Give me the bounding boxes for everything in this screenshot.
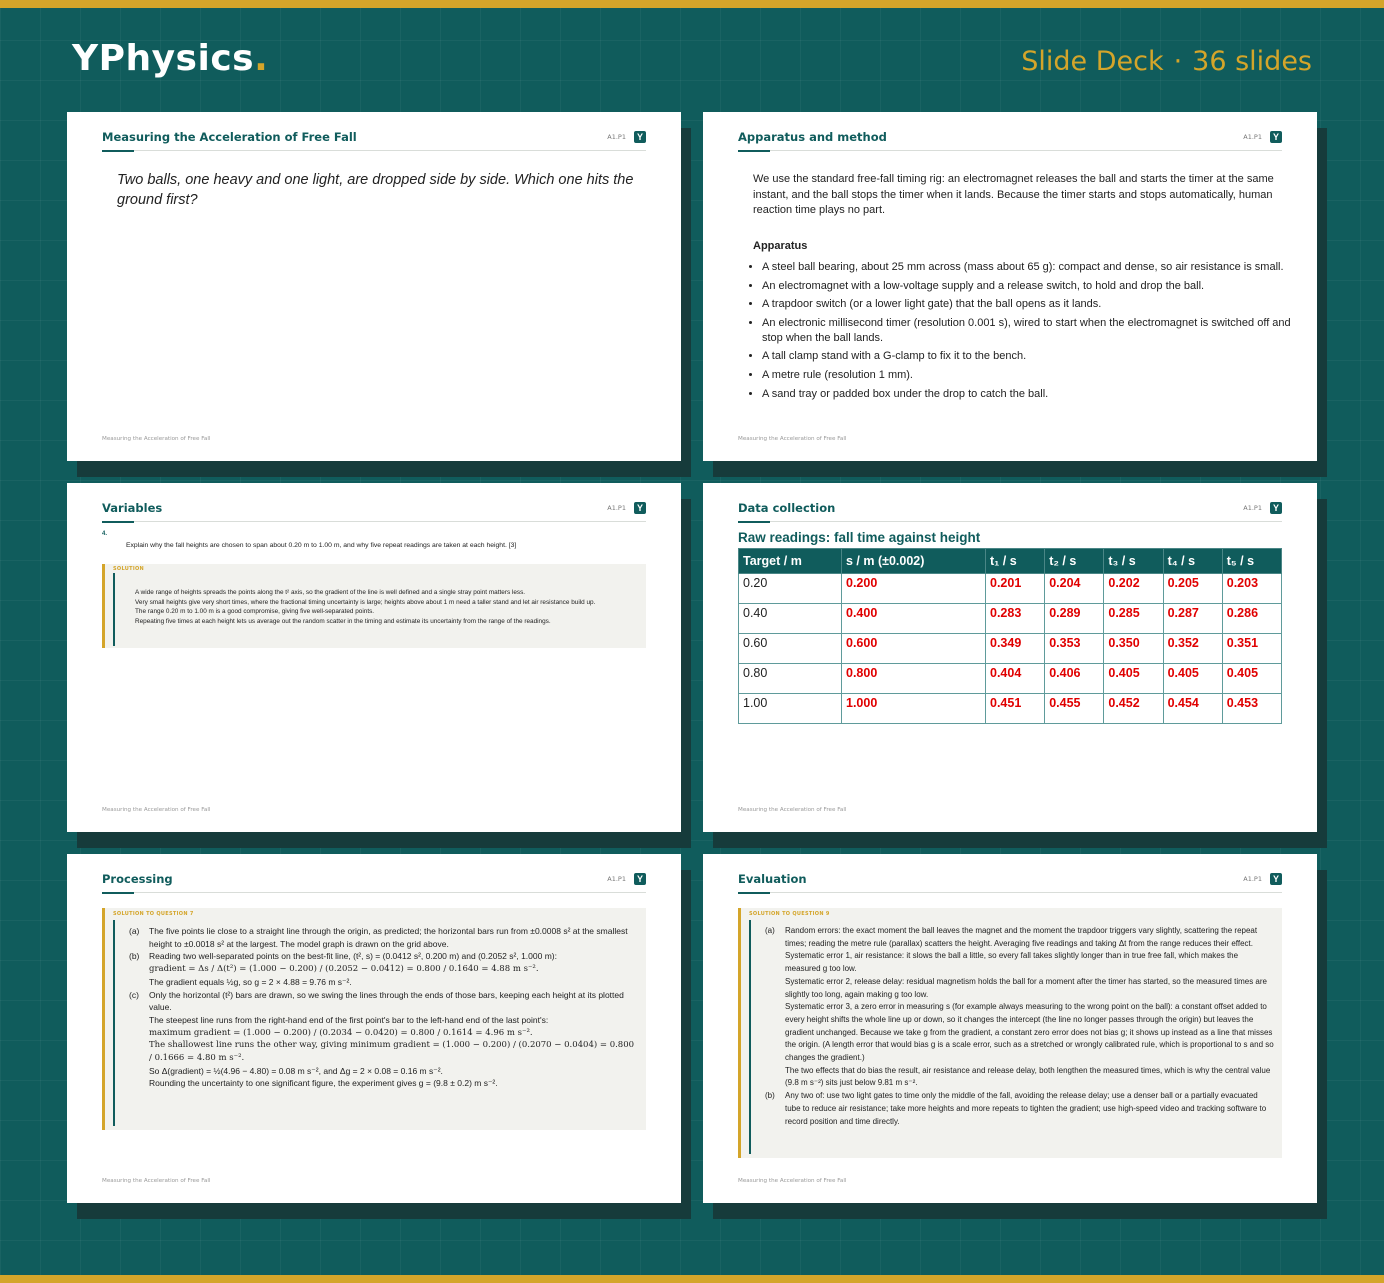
table-cell: 0.283 [986,604,1045,634]
y-logo-icon: Y [634,873,646,885]
part-line: Only the horizontal (t²) bars are drawn, so we swing the lines through the ends of those bars, keeping each height at its plotted value. [149,989,624,1013]
part-line: The five points lie close to a straight line through the origin, as predicted; the horizontal bars run from ±0.0008 s² at the smallest height to ±0.0018 s² at the largest. The model graph is drawn on the grid above. [149,926,628,949]
title-underline [102,892,134,894]
solution-line: The range 0.20 m to 1.00 m is a good compromise, giving five well-separated points. [135,608,375,616]
table-cell: 0.400 [842,604,986,634]
part-label: (a) [765,926,775,935]
part-label: (c) [129,989,139,1000]
y-logo-icon: Y [634,131,646,143]
table-cell: 0.350 [1104,634,1163,664]
table-cell: 0.40 [739,604,842,634]
table-row [739,634,1282,664]
table-cell: 1.000 [842,694,986,724]
column-header: Target / m [739,549,842,574]
deck-label: Slide Deck [1021,46,1164,77]
table-cell: 0.203 [1222,574,1281,604]
solution-label: SOLUTION TO QUESTION 9 [749,911,830,917]
slide-title: Processing [102,872,173,886]
table-cell: 0.285 [1104,604,1163,634]
table-cell: 0.205 [1163,574,1222,604]
part-line: Systematic error 2, release delay: residual magnetism holds the ball for a moment after the timer has started, so the measured times are slightly too long, again making g too low. [785,976,1267,999]
table-cell: 0.202 [1104,574,1163,604]
slide-footer: Measuring the Acceleration of Free Fall [738,807,847,813]
list-item: • A metre rule (resolution 1 mm). [762,368,1302,383]
column-header: t₅ / s [1222,549,1281,574]
table-row [739,694,1282,724]
title-underline [102,150,134,152]
part-line: Reading two well-separated points on the best-fit line, (t², s) = (0.0412 s², 0.200 m) and (0.2052 s², 1.000 m): [149,951,557,962]
slide-title: Measuring the Acceleration of Free Fall [102,130,357,144]
table-row [739,604,1282,634]
table-cell: 0.351 [1222,634,1281,664]
y-logo-icon: Y [1270,873,1282,885]
column-header: t₄ / s [1163,549,1222,574]
table-cell: 0.289 [1045,604,1104,634]
title-underline [738,521,770,523]
table-cell: 0.201 [986,574,1045,604]
solution-label: SOLUTION TO QUESTION 7 [113,911,194,917]
part-line: So Δ(gradient) = ½(4.96 − 4.80) = 0.08 m s⁻², and Δg = 2 × 0.08 = 0.16 m s⁻². [149,1065,443,1076]
slide-header [738,130,1282,151]
table-cell: 0.453 [1222,694,1281,724]
part-line: The two effects that do bias the result, air resistance and release delay, both lengthen the measured times, which is why the central value (9.8 m s⁻²) sits just below 9.81 m s⁻². [785,1065,1271,1088]
y-logo-icon: Y [634,502,646,514]
table-cell: 0.200 [842,574,986,604]
part-line: Systematic error 3, a zero error in measuring s (for example always measuring to the wrong point on the ball): a constant offset added to every height shifts the whole line up or down, so it changes the intercept (the line no longer passes through the origin) but leaves the gradient unchanged. Because we take g from the gradient, a constant zero error does not bias g; it shows up instead as a line that misses the origin. (A length error that would bias g is a scale error, such as a stretched or wrongly calibrated rule, which is proportional to s and so changes the gradient.) [785,1002,1274,1063]
part-line: The gradient equals ½g, so g = 2 × 4.88 = 9.76 m s⁻². [149,976,352,987]
list-item: • A trapdoor switch (or a lower light gate) that the ball opens as it lands. [762,297,1302,312]
brand-logo[interactable] [72,38,268,79]
part-line: Rounding the uncertainty to one significant figure, the experiment gives g = (9.8 ± 0.2) m s⁻². [149,1078,498,1089]
slide-header [102,501,646,522]
solution-line: A wide range of heights spreads the points along the t² axis, so the gradient of the line is well defined and a single stray point matters less. [135,589,526,596]
slide-footer: Measuring the Acceleration of Free Fall [102,436,211,442]
slide-card-6[interactable] [703,854,1317,1203]
solution-line: Repeating five times at each height lets us average out the random scatter in the timing and estimate its uncertainty from the range of the readings. [135,618,551,626]
solution-part-b [765,1090,1275,1128]
list-item: • An electronic millisecond timer (resolution 0.001 s), wired to start when the electromagnet is switched off and stop when the ball lands. [762,316,1302,345]
title-underline [738,150,770,152]
equation-line: The shallowest line runs the other way, giving minimum gradient = (1.000 − 0.200) / (0.2070 − 0.0404) = 0.800 / 0.1666 = 4.80 m s⁻². [149,1040,635,1064]
slide-footer: Measuring the Acceleration of Free Fall [738,436,847,442]
column-header: t₁ / s [986,549,1045,574]
table-cell: 1.00 [739,694,842,724]
slide-footer: Measuring the Acceleration of Free Fall [738,1178,847,1184]
slide-header [738,872,1282,893]
question-text: Explain why the fall heights are chosen to span about 0.20 m to 1.00 m, and why five repeat readings are taken at each height. [3] [126,542,517,549]
slide-card-4[interactable] [703,483,1317,832]
deck-info [1021,46,1312,77]
apparatus-heading: Apparatus [753,240,808,252]
slide-footer: Measuring the Acceleration of Free Fall [102,807,211,813]
slide-card-5[interactable] [67,854,681,1203]
table-cell: 0.287 [1163,604,1222,634]
list-item: • A steel ball bearing, about 25 mm across (mass about 65 g): compact and dense, so air resistance is small. [762,260,1302,275]
part-label: (b) [129,951,140,962]
solution-box [102,564,646,648]
solution-part-b [129,950,637,988]
title-underline [102,521,134,523]
slide-title: Apparatus and method [738,130,887,144]
solution-text [135,588,625,627]
bottom-accent-bar [0,1275,1384,1283]
slide-title: Data collection [738,501,836,515]
table-cell: 0.405 [1222,664,1281,694]
slide-card-2[interactable] [703,112,1317,461]
solution-rule [749,920,751,1154]
slide-header [102,130,646,151]
table-cell: 0.452 [1104,694,1163,724]
table-cell: 0.404 [986,664,1045,694]
equation-line: maximum gradient = (1.000 − 0.200) / (0.2034 − 0.0420) = 0.800 / 0.1614 = 4.96 m s⁻². [149,1027,533,1038]
table-caption: Raw readings: fall time against height [738,530,981,545]
solution-rule [113,920,115,1126]
column-header: s / m (±0.002) [842,549,986,574]
title-underline [738,892,770,894]
solution-part-c [129,989,637,1091]
table-cell: 0.60 [739,634,842,664]
solution-rule [113,573,115,646]
slide-code: A1.P1 [1243,875,1262,883]
slide-header [738,501,1282,522]
part-label: (a) [129,926,140,936]
slide-header [102,872,646,893]
y-logo-icon: Y [1270,131,1282,143]
table-cell: 0.80 [739,664,842,694]
brand-dot: . [254,38,269,79]
slide-code: A1.P1 [607,504,626,512]
deck-separator: · [1173,46,1183,77]
column-header: t₂ / s [1045,549,1104,574]
table-cell: 0.286 [1222,604,1281,634]
table-cell: 0.405 [1163,664,1222,694]
table-header-row [739,549,1282,574]
slide-code: A1.P1 [1243,133,1262,141]
table-cell: 0.20 [739,574,842,604]
slide-title: Evaluation [738,872,807,886]
y-logo-icon: Y [1270,502,1282,514]
table-row [739,664,1282,694]
table-cell: 0.451 [986,694,1045,724]
solution-line: Very small heights give very short times, where the fractional timing uncertainty is large; heights above about 1 m need a taller stand and let air resistance build up. [135,598,596,606]
solution-parts [765,925,1275,1128]
table-cell: 0.600 [842,634,986,664]
solution-part-a [129,925,637,950]
question-text: Two balls, one heavy and one light, are dropped side by side. Which one hits the ground first? [117,172,634,208]
part-line: The steepest line runs from the right-hand end of the first point's bar to the left-hand end of the last point's: [149,1014,549,1025]
part-label: (b) [765,1091,775,1101]
slide-code: A1.P1 [1243,504,1262,512]
table-cell: 0.405 [1104,664,1163,694]
solution-part-a [765,925,1275,1090]
brand-name: YPhysics [72,38,255,79]
deck-count: 36 slides [1192,46,1312,77]
list-item: • A sand tray or padded box under the drop to catch the ball. [762,387,1302,402]
table-cell: 0.349 [986,634,1045,664]
list-item: • A tall clamp stand with a G-clamp to fix it to the bench. [762,349,1302,364]
table-cell: 0.352 [1163,634,1222,664]
solution-parts [129,925,637,1090]
method-intro: We use the standard free-fall timing rig: an electromagnet releases the ball and starts the timer at the same instant, and the ball stops the timer when it lands. Because the timer starts and stops automatically, human reaction time plays no part. [753,173,1274,216]
table-cell: 0.455 [1045,694,1104,724]
part-line: Random errors: the exact moment the ball leaves the magnet and the moment the trapdoor triggers vary slightly, scattering the repeat times; reading the metre rule (parallax) scatters the height. Averaging five readings and taking Δt from the range reduces their effect. [785,926,1258,948]
slide-title: Variables [102,501,163,515]
table-cell: 0.353 [1045,634,1104,664]
column-header: t₃ / s [1104,549,1163,574]
slide-footer: Measuring the Acceleration of Free Fall [102,1178,211,1184]
part-line: Any two of: use two light gates to time only the middle of the fall, avoiding the release delay; use a denser ball or a partially evacuated tube to reduce air resistance; take more heights and more repeats to tighten the gradient; use high-speed video and tracking software to record position and time directly. [785,1091,1267,1126]
table-cell: 0.406 [1045,664,1104,694]
question-number: 4. [102,531,108,537]
slide-code: A1.P1 [607,133,626,141]
apparatus-list [745,260,1302,405]
equation-line: gradient = Δs / Δ(t²) = (1.000 − 0.200) / (0.2052 − 0.0412) = 0.800 / 0.1640 = 4.88 m s⁻². [149,964,539,975]
table-cell: 0.454 [1163,694,1222,724]
list-item: • An electromagnet with a low-voltage supply and a release switch, to hold and drop the ball. [762,279,1302,294]
slide-card-1[interactable] [67,112,681,461]
table-cell: 0.800 [842,664,986,694]
slide-card-3[interactable] [67,483,681,832]
slide-code: A1.P1 [607,875,626,883]
table-cell: 0.204 [1045,574,1104,604]
raw-readings-table [738,548,1282,724]
part-line: Systematic error 1, air resistance: it slows the ball a little, so every fall takes slightly longer than in true free fall, which makes the measured g too low. [785,951,1239,974]
table-row [739,574,1282,604]
top-accent-bar [0,0,1384,8]
solution-label: SOLUTION [113,566,145,572]
